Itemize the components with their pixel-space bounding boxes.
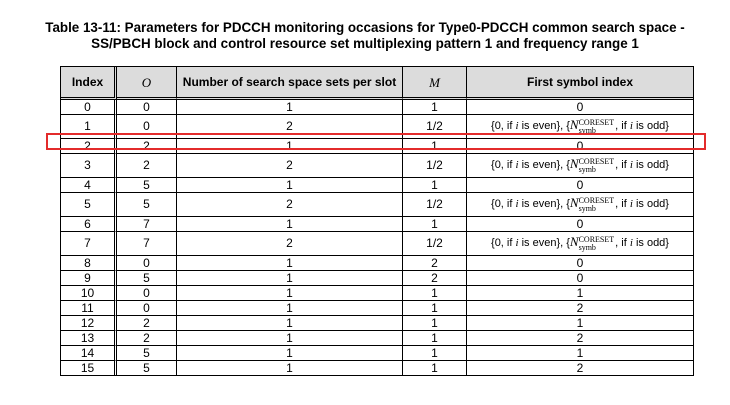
cell-first-symbol: 2: [576, 360, 584, 375]
cell-m: 1: [403, 178, 467, 193]
cell-o: 0: [117, 100, 177, 115]
cell-m: 1: [403, 301, 467, 316]
cell-index: 3: [61, 154, 117, 178]
cell-m: 2: [403, 256, 467, 271]
header-m: M: [403, 67, 467, 100]
cell-first-symbol: 0: [467, 139, 693, 154]
cell-first-symbol: 1: [467, 286, 693, 301]
table-row: [61, 271, 693, 286]
cell-index: 6: [61, 217, 117, 232]
first-symbol-formula: {0, if i is even}, {N CORESET symb , if i is odd}: [491, 117, 669, 135]
pdcch-parameters-table: [60, 66, 694, 376]
table-caption: [0, 20, 730, 52]
table-row: [61, 139, 693, 154]
cell-m: 1: [403, 331, 467, 346]
table-row: [61, 193, 693, 217]
cell-m: 1/2: [403, 232, 467, 256]
cell-num-sets: 1: [177, 178, 403, 193]
cell-o: 5: [117, 346, 177, 361]
cell-first-symbol: [467, 193, 693, 217]
cell-index: 2: [61, 139, 117, 154]
cell-m: 1: [403, 100, 467, 115]
cell-first-symbol: 0: [467, 178, 693, 193]
cell-m: 1: [403, 217, 467, 232]
table-row: [61, 331, 693, 346]
cell-o: 7: [117, 217, 177, 232]
cell-first-symbol: 0: [467, 100, 693, 115]
cell-index: 9: [61, 271, 117, 286]
cell-m: 1: [403, 316, 467, 331]
cell-m: 2: [403, 271, 467, 286]
header-num-sets: Number of search space sets per slot: [177, 67, 403, 100]
cell-index: 14: [61, 346, 117, 361]
cell-o: 7: [117, 232, 177, 256]
cell-num-sets: 1: [177, 331, 403, 346]
cell-num-sets: 1: [177, 316, 403, 331]
table-row: [61, 301, 693, 316]
cell-o: 0: [117, 286, 177, 301]
cell-m: 1: [403, 361, 467, 375]
cell-o: 5: [117, 271, 177, 286]
cell-o: 5: [117, 178, 177, 193]
table-body: [61, 100, 693, 375]
cell-first-symbol: [467, 232, 693, 256]
first-symbol-formula: {0, if i is even}, {N CORESET symb , if i is odd}: [491, 156, 669, 174]
cell-num-sets: 2: [177, 193, 403, 217]
cell-index: 4: [61, 178, 117, 193]
table-row: [61, 316, 693, 331]
table-caption-line-1: Table 13-11: Parameters for PDCCH monitoring occasions for Type0-PDCCH common search space -: [45, 20, 685, 35]
cell-num-sets: 1: [177, 361, 403, 375]
table-row: [61, 115, 693, 139]
cell-first-symbol: [467, 154, 693, 178]
cell-index: 1: [61, 115, 117, 139]
cell-o: 5: [117, 193, 177, 217]
cell-o: 0: [117, 115, 177, 139]
cell-m: 1: [403, 286, 467, 301]
header-first-symbol: First symbol index: [467, 67, 693, 100]
cell-index: 5: [61, 193, 117, 217]
table-row: [61, 361, 693, 375]
cell-m: 1: [403, 346, 467, 361]
cell-first-symbol: 2: [467, 301, 693, 316]
cell-o: 2: [117, 139, 177, 154]
cell-num-sets: 2: [177, 154, 403, 178]
cell-index: 12: [61, 316, 117, 331]
cell-index: 13: [61, 331, 117, 346]
first-symbol-formula: {0, if i is even}, {N CORESET symb , if i is odd}: [491, 234, 669, 252]
cell-o: 5: [117, 361, 177, 375]
table-row: [61, 346, 693, 361]
cell-first-symbol: 2: [467, 331, 693, 346]
table-header-row: [61, 67, 693, 100]
table-row: [61, 154, 693, 178]
cell-num-sets: 1: [177, 301, 403, 316]
cell-num-sets: 1: [177, 217, 403, 232]
cell-o: 2: [117, 331, 177, 346]
cell-num-sets: 1: [177, 100, 403, 115]
cell-m: 1/2: [403, 154, 467, 178]
cell-num-sets: 1: [177, 256, 403, 271]
cell-first-symbol: 0: [467, 217, 693, 232]
cell-num-sets: 1: [177, 346, 403, 361]
cell-first-symbol: 0: [467, 256, 693, 271]
cell-o: 2: [117, 154, 177, 178]
cell-index: 8: [61, 256, 117, 271]
table-row: [61, 256, 693, 271]
cell-num-sets: 1: [177, 271, 403, 286]
table-row: [61, 232, 693, 256]
cell-num-sets: 2: [177, 115, 403, 139]
cell-m: 1: [403, 139, 467, 154]
cell-index: 7: [61, 232, 117, 256]
table-caption-line-2: SS/PBCH block and control resource set multiplexing pattern 1 and frequency range 1: [91, 36, 639, 51]
first-symbol-formula: {0, if i is even}, {N CORESET symb , if i is odd}: [491, 195, 669, 213]
cell-index: 11: [61, 301, 117, 316]
cell-num-sets: 2: [177, 232, 403, 256]
table-row: [61, 178, 693, 193]
cell-first-symbol: 0: [467, 271, 693, 286]
table-row: [61, 100, 693, 115]
cell-o: 2: [117, 316, 177, 331]
cell-num-sets: 1: [177, 286, 403, 301]
cell-index: 10: [61, 286, 117, 301]
cell-first-symbol: [467, 115, 693, 139]
cell-first-symbol: 1: [467, 316, 693, 331]
header-o: O: [117, 67, 177, 100]
table-row: [61, 217, 693, 232]
cell-num-sets: 1: [177, 139, 403, 154]
cell-o: 0: [117, 301, 177, 316]
cell-m: 1/2: [403, 193, 467, 217]
header-index: Index: [61, 67, 117, 100]
cell-index: 15: [61, 361, 117, 375]
cell-o: 0: [117, 256, 177, 271]
table-row: [61, 286, 693, 301]
cell-first-symbol: 1: [467, 346, 693, 361]
cell-m: 1/2: [403, 115, 467, 139]
cell-index: 0: [61, 100, 117, 115]
